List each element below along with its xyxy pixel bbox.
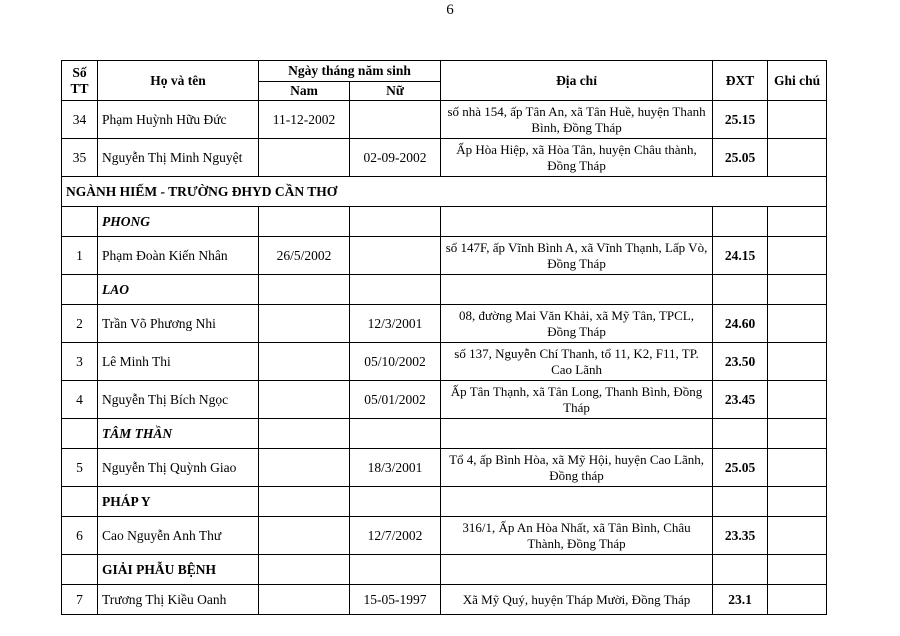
cell-nu: 02-09-2002 — [350, 139, 441, 177]
group-label-tam-than: TÂM THẦN — [98, 419, 259, 449]
cell-nu: 12/3/2001 — [350, 305, 441, 343]
cell-score: 23.1 — [713, 585, 768, 615]
cell-tt: 5 — [62, 449, 98, 487]
cell-score: 24.15 — [713, 237, 768, 275]
cell-nu: 05/10/2002 — [350, 343, 441, 381]
cell-note — [768, 449, 827, 487]
cell-note — [768, 139, 827, 177]
cell-nu: 15-05-1997 — [350, 585, 441, 615]
cell-score: 25.15 — [713, 101, 768, 139]
cell-note — [768, 585, 827, 615]
cell-name: Phạm Huỳnh Hữu Đức — [98, 101, 259, 139]
section-title: NGÀNH HIẾM - TRƯỜNG ĐHYD CẦN THƠ — [62, 177, 827, 207]
cell-empty — [713, 207, 768, 237]
cell-tt: 1 — [62, 237, 98, 275]
header-nam: Nam — [259, 82, 350, 101]
cell-tt: 3 — [62, 343, 98, 381]
cell-tt: 4 — [62, 381, 98, 419]
cell-tt: 34 — [62, 101, 98, 139]
cell-empty — [713, 555, 768, 585]
cell-note — [768, 101, 827, 139]
cell-address: Tổ 4, ấp Bình Hòa, xã Mỹ Hội, huyện Cao Lãnh, Đồng tháp — [441, 449, 713, 487]
cell-empty — [350, 419, 441, 449]
header-ghi-chu: Ghi chú — [768, 61, 827, 101]
cell-tt: 2 — [62, 305, 98, 343]
table-row — [62, 449, 827, 487]
cell-empty — [350, 555, 441, 585]
cell-name: Cao Nguyễn Anh Thư — [98, 517, 259, 555]
group-label-giai-phau-benh: GIẢI PHẪU BỆNH — [98, 555, 259, 585]
cell-empty — [441, 207, 713, 237]
cell-name: Trần Võ Phương Nhi — [98, 305, 259, 343]
cell-empty — [62, 207, 98, 237]
cell-note — [768, 305, 827, 343]
cell-empty — [350, 207, 441, 237]
group-row — [62, 555, 827, 585]
cell-empty — [768, 555, 827, 585]
cell-address: số 137, Nguyễn Chí Thanh, tổ 11, K2, F11, TP. Cao Lãnh — [441, 343, 713, 381]
cell-empty — [259, 207, 350, 237]
cell-address: 08, đường Mai Văn Khải, xã Mỹ Tân, TPCL, Đồng Tháp — [441, 305, 713, 343]
group-row — [62, 207, 827, 237]
cell-address: Ấp Hòa Hiệp, xã Hòa Tân, huyện Châu thành, Đồng Tháp — [441, 139, 713, 177]
cell-name: Trương Thị Kiều Oanh — [98, 585, 259, 615]
table-row — [62, 237, 827, 275]
header-so-tt: Số TT — [62, 61, 98, 101]
group-label-phap-y: PHÁP Y — [98, 487, 259, 517]
header-row — [62, 61, 827, 82]
cell-note — [768, 237, 827, 275]
cell-nu — [350, 237, 441, 275]
cell-nam — [259, 305, 350, 343]
cell-nam — [259, 381, 350, 419]
cell-empty — [713, 275, 768, 305]
cell-note — [768, 517, 827, 555]
cell-empty — [768, 487, 827, 517]
group-label-phong: PHONG — [98, 207, 259, 237]
table-row — [62, 585, 827, 615]
cell-nam — [259, 343, 350, 381]
cell-empty — [768, 275, 827, 305]
group-row — [62, 275, 827, 305]
header-nu: Nữ — [350, 82, 441, 101]
section-row — [62, 177, 827, 207]
table-row — [62, 101, 827, 139]
cell-empty — [259, 487, 350, 517]
cell-note — [768, 381, 827, 419]
table-row — [62, 517, 827, 555]
cell-empty — [62, 275, 98, 305]
header-ngay-sinh: Ngày tháng năm sinh — [259, 61, 441, 82]
table-row — [62, 381, 827, 419]
cell-empty — [259, 555, 350, 585]
cell-address: 316/1, Ấp An Hòa Nhất, xã Tân Bình, Châu Thành, Đồng Tháp — [441, 517, 713, 555]
page-number: 6 — [446, 2, 454, 18]
cell-empty — [62, 419, 98, 449]
cell-name: Nguyễn Thị Quỳnh Giao — [98, 449, 259, 487]
cell-address: Xã Mỹ Quý, huyện Tháp Mười, Đồng Tháp — [441, 585, 713, 615]
table-row — [62, 139, 827, 177]
cell-nam — [259, 585, 350, 615]
cell-nam — [259, 449, 350, 487]
cell-address: Ấp Tân Thạnh, xã Tân Long, Thanh Bình, Đồng Tháp — [441, 381, 713, 419]
table-row — [62, 305, 827, 343]
cell-empty — [62, 487, 98, 517]
admission-list-table — [61, 60, 827, 615]
cell-score: 25.05 — [713, 449, 768, 487]
cell-empty — [350, 275, 441, 305]
cell-nu: 12/7/2002 — [350, 517, 441, 555]
cell-empty — [768, 419, 827, 449]
header-ho-ten: Họ và tên — [98, 61, 259, 101]
cell-score: 23.35 — [713, 517, 768, 555]
cell-tt: 7 — [62, 585, 98, 615]
cell-address: số 147F, ấp Vĩnh Bình A, xã Vĩnh Thạnh, Lấp Vò, Đồng Tháp — [441, 237, 713, 275]
cell-empty — [259, 275, 350, 305]
cell-empty — [441, 487, 713, 517]
cell-nam: 11-12-2002 — [259, 101, 350, 139]
cell-empty — [441, 555, 713, 585]
cell-score: 25.05 — [713, 139, 768, 177]
cell-empty — [441, 275, 713, 305]
cell-name: Phạm Đoàn Kiến Nhân — [98, 237, 259, 275]
cell-name: Nguyễn Thị Bích Ngọc — [98, 381, 259, 419]
header-dia-chi: Địa chỉ — [441, 61, 713, 101]
cell-empty — [713, 487, 768, 517]
cell-score: 23.50 — [713, 343, 768, 381]
cell-tt: 35 — [62, 139, 98, 177]
group-label-lao: LAO — [98, 275, 259, 305]
cell-name: Nguyễn Thị Minh Nguyệt — [98, 139, 259, 177]
cell-nu: 05/01/2002 — [350, 381, 441, 419]
cell-tt: 6 — [62, 517, 98, 555]
cell-nam — [259, 517, 350, 555]
group-row — [62, 419, 827, 449]
cell-nu — [350, 101, 441, 139]
group-row — [62, 487, 827, 517]
cell-nam — [259, 139, 350, 177]
cell-score: 23.45 — [713, 381, 768, 419]
cell-nu: 18/3/2001 — [350, 449, 441, 487]
cell-empty — [259, 419, 350, 449]
cell-empty — [713, 419, 768, 449]
table-row — [62, 343, 827, 381]
cell-empty — [441, 419, 713, 449]
cell-nam: 26/5/2002 — [259, 237, 350, 275]
cell-note — [768, 343, 827, 381]
cell-empty — [350, 487, 441, 517]
cell-empty — [62, 555, 98, 585]
cell-score: 24.60 — [713, 305, 768, 343]
cell-empty — [768, 207, 827, 237]
header-dxt: ĐXT — [713, 61, 768, 101]
cell-name: Lê Minh Thi — [98, 343, 259, 381]
cell-address: số nhà 154, ấp Tân An, xã Tân Huề, huyện Thanh Bình, Đồng Tháp — [441, 101, 713, 139]
